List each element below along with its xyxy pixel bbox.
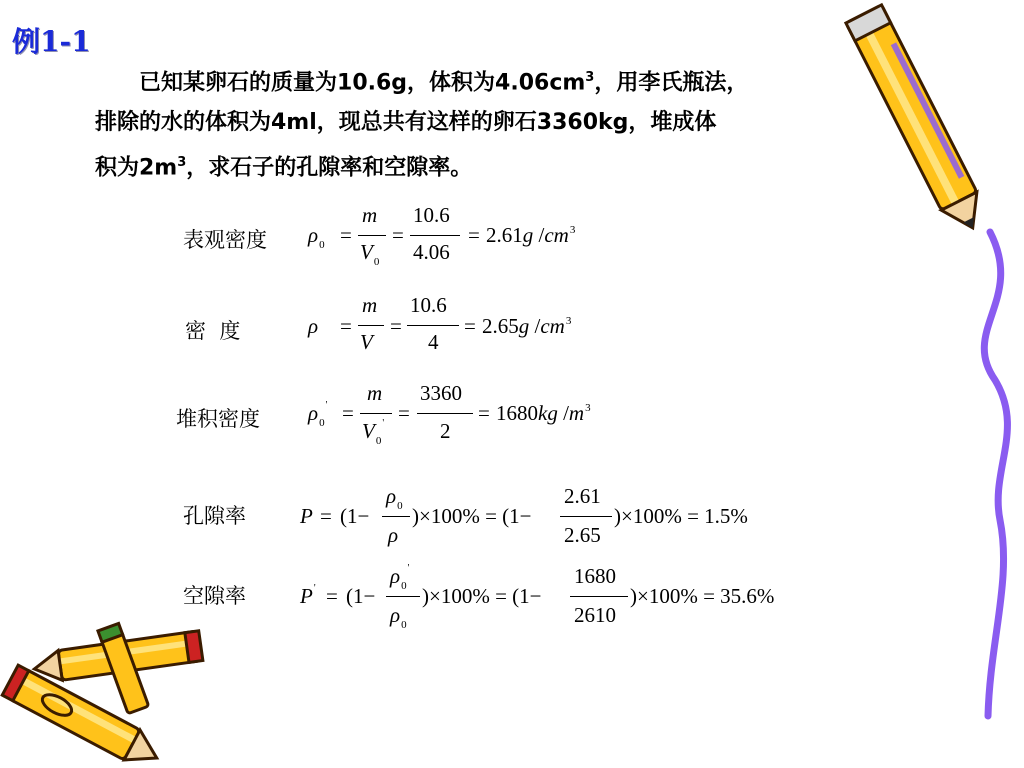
density-label: 密 度 <box>185 319 241 343</box>
problem-statement <box>95 58 895 189</box>
ribbon-line <box>984 232 1007 716</box>
apparent-density-label: 表观密度 <box>183 228 267 252</box>
problem-line-1: 已知某卵石的质量为10.6g，体积为$4.06cm^3$，用李氏瓶法， <box>139 70 749 96</box>
example-title: 例1-1 <box>12 25 91 58</box>
problem-line-2: 排除的水的体积为4ml，现总共有这样的卵石3360kg，堆成体 <box>95 110 717 136</box>
density-formula: ρ = m V = 10.6 4 = 2.65g $/cm^3$ <box>308 293 572 354</box>
porosity-label: 孔隙率 <box>183 504 246 528</box>
void-ratio-formula: P' = (1− $\rho_0'$ $\rho_0$ )×100% = (1− 1680 2610 )×100% = 35.6% <box>300 563 775 631</box>
void-ratio-label: 空隙率 <box>183 584 246 608</box>
apparent-density-formula: $\rho_0$ = m $V_0$ = 10.6 4.06 = 2.61g $/cm^3$ <box>308 203 576 268</box>
bulk-density-label: 堆积密度 <box>176 407 260 431</box>
problem-line-3: 积为$2m^3$，求石子的孔隙率和空隙率。 <box>95 155 473 181</box>
porosity-formula: P = (1− $\rho_0$ ρ )×100% = (1− 2.61 2.65 )×100% = 1.5% <box>300 484 748 547</box>
bulk-density-formula: $\rho_0'$ = m $V_0'$ = 3360 2 = 1680kg $/m^3$ <box>308 381 591 447</box>
pencil-pair-icon <box>0 620 210 768</box>
